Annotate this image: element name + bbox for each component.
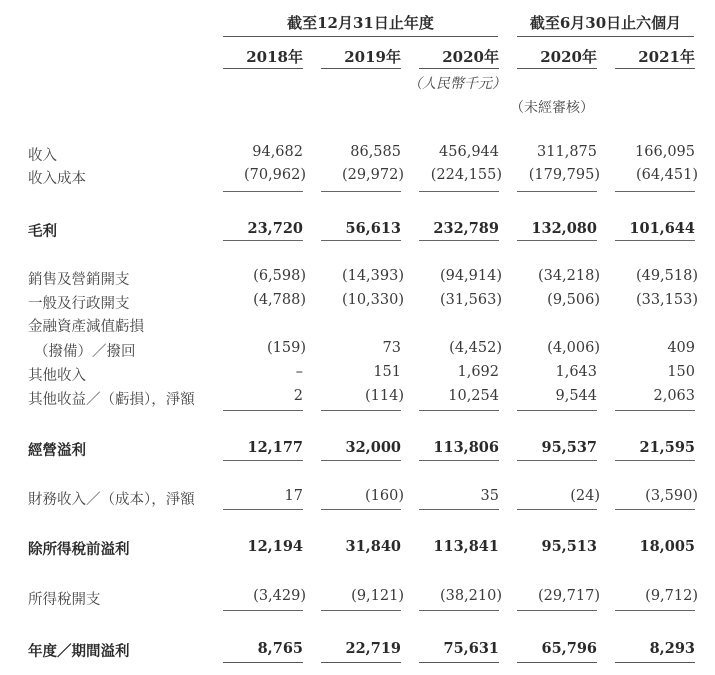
total-line: [517, 460, 597, 461]
cell-cost-2020h1: (179,795): [528, 167, 600, 183]
row-label-cost-of-revenue: 收入成本: [28, 171, 86, 187]
cell-selling-2021h1: (49,518): [635, 268, 698, 284]
cell-other-gains-2020: 10,254: [448, 388, 499, 404]
row-label-net-profit: 年度／期間溢利: [28, 643, 130, 660]
total-line: [615, 460, 695, 461]
total-line: [223, 662, 303, 663]
total-line: [419, 662, 499, 663]
cell-other-income-2019: 151: [373, 364, 401, 380]
total-line: [321, 460, 401, 461]
row-label-impairment: 金融資產減值虧損: [28, 319, 144, 335]
subtotal-line: [615, 610, 695, 611]
cell-gross-2018: 23,720: [247, 220, 303, 237]
cell-other-income-2020: 1,692: [457, 364, 499, 380]
subtotal-line: [615, 509, 695, 510]
subtotal-line: [419, 410, 499, 411]
cell-tax-2021h1: (9,712): [645, 588, 698, 604]
cell-admin-2021h1: (33,153): [635, 292, 698, 308]
cell-tax-2018: (3,429): [253, 588, 306, 604]
header-annual-group: 截至12月31日止年度: [223, 12, 498, 37]
row-label-finance-net: 財務收入／（成本），淨額: [28, 492, 195, 508]
cell-op-profit-2018: 12,177: [247, 439, 303, 456]
subtotal-line: [223, 610, 303, 611]
header-year-2020: 2020年: [419, 46, 499, 69]
subtotal-line: [321, 610, 401, 611]
cell-gross-2019: 56,613: [345, 220, 401, 237]
subtotal-line: [419, 509, 499, 510]
row-label-other-income: 其他收入: [28, 368, 86, 384]
cell-cost-2020: (224,155): [430, 167, 502, 183]
cell-revenue-2018: 94,682: [252, 144, 303, 160]
subtotal-line: [517, 191, 597, 192]
cell-admin-2018: (4,788): [253, 292, 306, 308]
subtotal-line: [223, 191, 303, 192]
cell-other-gains-2021h1: 2,063: [653, 388, 695, 404]
cell-finance-2020h1: (24): [570, 488, 600, 504]
cell-provision-2019: 73: [382, 340, 401, 356]
header-year-2021-interim: 2021年: [615, 46, 695, 69]
total-line: [321, 662, 401, 663]
cell-net-2019: 22,719: [345, 640, 401, 657]
cell-provision-2021h1: 409: [667, 340, 695, 356]
cell-selling-2020h1: (34,218): [537, 268, 600, 284]
unaudited-note: （未經審核）: [510, 100, 594, 116]
subtotal-line: [419, 191, 499, 192]
row-label-other-gains: 其他收益／（虧損），淨額: [28, 392, 195, 408]
row-label-gross-profit: 毛利: [28, 223, 57, 240]
cell-pbt-2021h1: 18,005: [639, 538, 695, 555]
cell-net-2020h1: 65,796: [541, 640, 597, 657]
header-year-2020-interim: 2020年: [517, 46, 597, 69]
cell-revenue-2020: 456,944: [439, 144, 499, 160]
cell-op-profit-2020h1: 95,537: [541, 439, 597, 456]
cell-other-gains-2019: (114): [365, 388, 404, 404]
subtotal-line: [223, 410, 303, 411]
cell-other-income-2021h1: 150: [667, 364, 695, 380]
cell-admin-2020: (31,563): [439, 292, 502, 308]
cell-provision-2020h1: (4,006): [547, 340, 600, 356]
cell-revenue-2021h1: 166,095: [635, 144, 695, 160]
cell-selling-2020: (94,914): [439, 268, 502, 284]
cell-other-income-2018: –: [295, 364, 303, 380]
total-line: [223, 460, 303, 461]
subtotal-line: [517, 610, 597, 611]
header-year-2019: 2019年: [321, 46, 401, 69]
cell-pbt-2019: 31,840: [345, 538, 401, 555]
cell-gross-2020h1: 132,080: [531, 220, 597, 237]
row-label-income-tax: 所得稅開支: [28, 592, 101, 608]
cell-admin-2019: (10,330): [341, 292, 404, 308]
total-line: [419, 460, 499, 461]
cell-selling-2018: (6,598): [253, 268, 306, 284]
cell-net-2021h1: 8,293: [649, 640, 695, 657]
cell-cost-2021h1: (64,451): [635, 167, 698, 183]
cell-pbt-2018: 12,194: [247, 538, 303, 555]
cell-provision-2018: (159): [267, 340, 306, 356]
subtotal-line: [517, 509, 597, 510]
cell-gross-2020: 232,789: [433, 220, 499, 237]
cell-selling-2019: (14,393): [341, 268, 404, 284]
total-line: [517, 240, 597, 241]
total-line: [419, 240, 499, 241]
subtotal-line: [615, 191, 695, 192]
total-line: [321, 240, 401, 241]
cell-admin-2020h1: (9,506): [547, 292, 600, 308]
row-label-profit-before-tax: 除所得稅前溢利: [28, 541, 130, 558]
cell-pbt-2020h1: 95,513: [541, 538, 597, 555]
cell-finance-2021h1: (3,590): [645, 488, 698, 504]
header-interim-group: 截至6月30日止六個月: [517, 12, 694, 37]
subtotal-line: [615, 410, 695, 411]
row-label-provision-reversal: （撥備）／撥回: [34, 344, 136, 360]
cell-op-profit-2020: 113,806: [433, 439, 499, 456]
subtotal-line: [321, 509, 401, 510]
cell-finance-2020: 35: [480, 488, 499, 504]
subtotal-line: [419, 610, 499, 611]
cell-other-income-2020h1: 1,643: [555, 364, 597, 380]
cell-other-gains-2020h1: 9,544: [555, 388, 597, 404]
total-line: [517, 662, 597, 663]
subtotal-line: [517, 410, 597, 411]
cell-revenue-2020h1: 311,875: [537, 144, 597, 160]
total-line: [615, 662, 695, 663]
cell-net-2020: 75,631: [443, 640, 499, 657]
subtotal-line: [321, 410, 401, 411]
row-label-admin-expenses: 一般及行政開支: [28, 296, 130, 312]
cell-pbt-2020: 113,841: [433, 538, 499, 555]
cell-other-gains-2018: 2: [293, 388, 303, 404]
cell-tax-2019: (9,121): [351, 588, 404, 604]
cell-revenue-2019: 86,585: [350, 144, 401, 160]
subtotal-line: [223, 509, 303, 510]
row-label-operating-profit: 經營溢利: [28, 442, 86, 459]
cell-op-profit-2019: 32,000: [345, 439, 401, 456]
row-label-selling-expenses: 銷售及營銷開支: [28, 272, 130, 288]
header-year-2018: 2018年: [223, 46, 303, 69]
cell-cost-2019: (29,972): [341, 167, 404, 183]
cell-op-profit-2021h1: 21,595: [639, 439, 695, 456]
cell-tax-2020h1: (29,717): [537, 588, 600, 604]
cell-finance-2019: (160): [365, 488, 404, 504]
currency-note: （人民幣千元）: [408, 76, 506, 92]
cell-cost-2018: (70,962): [243, 167, 306, 183]
cell-tax-2020: (38,210): [439, 588, 502, 604]
row-label-revenue: 收入: [28, 148, 57, 164]
total-line: [223, 240, 303, 241]
subtotal-line: [321, 191, 401, 192]
cell-gross-2021h1: 101,644: [629, 220, 695, 237]
cell-net-2018: 8,765: [257, 640, 303, 657]
cell-finance-2018: 17: [284, 488, 303, 504]
total-line: [615, 240, 695, 241]
cell-provision-2020: (4,452): [449, 340, 502, 356]
